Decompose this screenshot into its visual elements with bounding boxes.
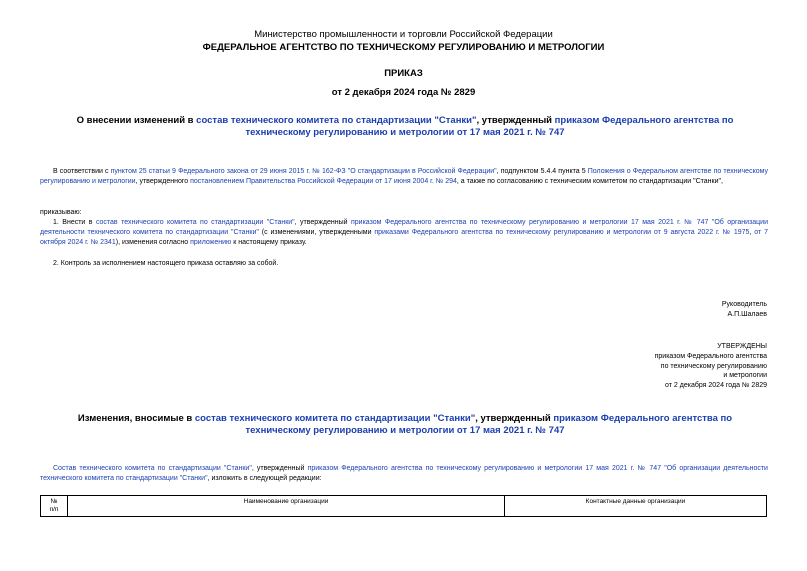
composition-paragraph bbox=[40, 464, 768, 484]
item-2-paragraph: 2. Контроль за исполнением настоящего приказа оставляю за собой. bbox=[53, 260, 279, 267]
item1-text-1: 1. Внести в bbox=[53, 219, 96, 226]
order-title: ПРИКАЗ bbox=[384, 68, 423, 79]
changes-prefix: Изменения, вносимые в bbox=[77, 413, 195, 424]
signature-role: Руководитель bbox=[721, 301, 767, 308]
basis-text-1: В соответствии с bbox=[53, 168, 111, 175]
changes-heading bbox=[55, 413, 755, 436]
composition-text-1: , утвержденный bbox=[251, 465, 308, 472]
subject-middle: , утвержденный bbox=[476, 115, 555, 126]
item1-order-747-link[interactable]: приказом Федерального агентства по техническому регулированию и метрологии 17 мая 2021 г. № 747 "Об организации деятельности технического комитета по стандартизации "Станки" bbox=[40, 219, 769, 236]
approval-line-1: приказом Федерального агентства bbox=[654, 352, 767, 360]
order-date: от 2 декабря 2024 года № 2829 bbox=[331, 87, 476, 98]
item1-composition-link[interactable]: состав технического комитета по стандартизации "Станки" bbox=[95, 219, 295, 226]
basis-text-2: , подпунктом 5.4.4 пункта 5 bbox=[496, 168, 588, 175]
agency-name: ФЕДЕРАЛЬНОЕ АГЕНТСТВО ПО ТЕХНИЧЕСКОМУ РЕГУЛИРОВАНИЮ И МЕТРОЛОГИИ bbox=[202, 42, 605, 53]
order-subject bbox=[55, 115, 755, 138]
item1-text-2: , утвержденный bbox=[294, 219, 351, 226]
signature-block bbox=[722, 300, 767, 320]
regulation-link[interactable]: Положения о Федеральном агентстве по техническому регулированию и метрологии bbox=[40, 168, 769, 185]
item1-order-1975-link[interactable]: приказами Федерального агентства по техническому регулированию и метрологии от 9 августа 2022 г. № 1975 bbox=[374, 228, 750, 236]
approval-line-3: и метрологии bbox=[723, 372, 767, 380]
item1-text-5: ), изменения согласно bbox=[115, 238, 191, 246]
changes-middle: , утвержденный bbox=[475, 413, 554, 424]
item1-order-2341-link[interactable]: от 7 октября 2024 г. № 2341 bbox=[40, 228, 768, 246]
federal-law-link[interactable]: пунктом 25 статьи 9 Федерального закона от 29 июня 2015 г. № 162-ФЗ "О стандартизации в Российской Федерации" bbox=[110, 168, 497, 175]
approval-title: УТВЕРЖДЕНЫ bbox=[717, 343, 767, 350]
item1-text-3: (с изменениями, утвержденными bbox=[258, 228, 375, 236]
appendix-link[interactable]: приложению bbox=[190, 238, 232, 246]
composition-order-747-link[interactable]: приказом Федерального агентства по техническому регулированию и метрологии 17 мая 2021 г. № 747 "Об организации деятельности технического комитета по стандартизации "Станки" bbox=[40, 465, 768, 482]
column-org-name: Наименование организации bbox=[68, 496, 505, 517]
basis-text-4: , а также по согласованию с техническим комитетом по стандартизации "Станки", bbox=[456, 177, 723, 185]
composition-link[interactable]: Состав технического комитета по стандартизации "Станки" bbox=[53, 465, 252, 472]
changes-order-747-link[interactable]: приказом Федерального агентства по техническому регулированию и метрологии от 17 мая 2021 г. № 747 bbox=[245, 413, 733, 436]
composition-text-2: , изложить в следующей редакции: bbox=[207, 474, 322, 482]
item-1-paragraph bbox=[40, 218, 768, 247]
basis-paragraph bbox=[40, 167, 768, 187]
signature-name: А.П.Шалаев bbox=[727, 310, 767, 318]
table-header-row bbox=[41, 496, 767, 517]
column-contacts: Контактные данные организации bbox=[505, 496, 767, 517]
basis-text-3: , утвержденного bbox=[135, 177, 191, 185]
approval-line-4: от 2 декабря 2024 года № 2829 bbox=[665, 382, 767, 390]
committee-composition-link[interactable]: состав технического комитета по стандартизации "Станки" bbox=[196, 115, 477, 126]
approval-line-2: по техническому регулированию bbox=[660, 362, 767, 370]
approval-block bbox=[655, 342, 767, 391]
changes-composition-link[interactable]: состав технического комитета по стандартизации "Станки" bbox=[194, 413, 476, 424]
order-word: приказываю: bbox=[40, 209, 82, 216]
item1-text-4: , bbox=[749, 228, 755, 236]
column-number: № п/п bbox=[41, 496, 68, 517]
government-decree-link[interactable]: постановлением Правительства Российской Федерации от 17 июня 2004 г. № 294 bbox=[190, 177, 457, 185]
subject-prefix: О внесении изменений в bbox=[76, 115, 197, 126]
item1-text-6: к настоящему приказу. bbox=[231, 238, 307, 246]
organizations-table bbox=[40, 495, 767, 517]
order-747-link[interactable]: приказом Федерального агентства по техническому регулированию и метрологии от 17 мая 2021 г. № 747 bbox=[245, 115, 734, 138]
ministry-name: Министерство промышленности и торговли Российской Федерации bbox=[254, 29, 553, 40]
